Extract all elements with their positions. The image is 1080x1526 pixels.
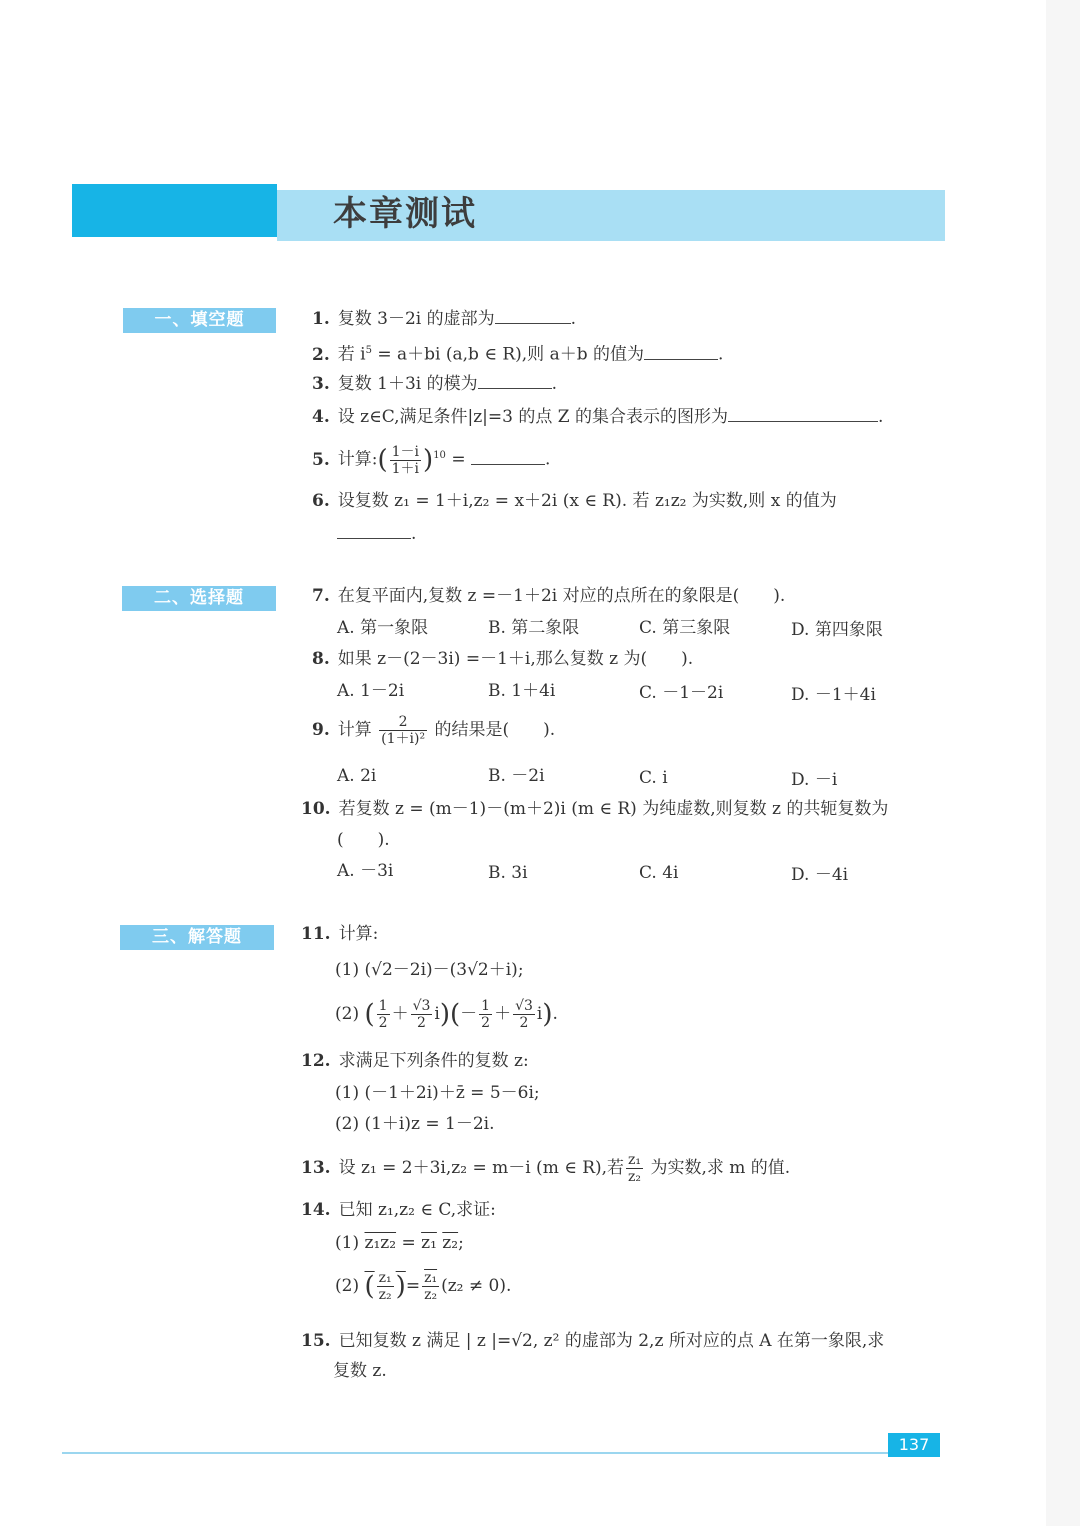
question-9 bbox=[312, 712, 555, 748]
question-number: 14. bbox=[301, 1200, 331, 1220]
question-15-continued: 复数 z. bbox=[333, 1361, 387, 1381]
fraction-numerator: 1 bbox=[378, 998, 388, 1014]
option-d: D. －1＋4i bbox=[791, 685, 876, 705]
option-b: B. 3i bbox=[488, 863, 528, 883]
question-11-part-2: (2) ( $\frac{1}{2}$ ＋ $\frac{√3}{2}$ i)(－ $\frac{1}{2}$ ＋ $\frac{√3}{2}$ i). bbox=[335, 998, 558, 1031]
question-text: = a＋bi (a,b ∈ R),则 a＋b 的值为 bbox=[371, 344, 644, 365]
option-a: A. －3i bbox=[337, 861, 394, 881]
question-text: 复数 3－2i 的虚部为 bbox=[337, 309, 495, 329]
question-number: 1. bbox=[312, 309, 330, 329]
page-edge bbox=[1046, 0, 1080, 1526]
fraction bbox=[626, 1152, 643, 1185]
section-tag-fill-in: 一、填空题 bbox=[123, 308, 276, 333]
answer-blank bbox=[337, 520, 411, 539]
condition: (z₂ ≠ 0). bbox=[441, 1276, 512, 1296]
question-5 bbox=[312, 438, 550, 478]
fraction-denominator: z₂ bbox=[628, 1169, 642, 1185]
fraction-denominator: 2 bbox=[481, 1015, 491, 1031]
question-10-continued: ( ). bbox=[337, 830, 390, 850]
fraction bbox=[377, 1270, 394, 1303]
question-text: 的结果是( ). bbox=[434, 720, 556, 740]
section-tag-multiple-choice: 二、选择题 bbox=[122, 586, 276, 611]
part-label: (2) bbox=[335, 1004, 360, 1024]
question-text: 计算 bbox=[337, 720, 372, 740]
paren-right: ) bbox=[423, 445, 434, 476]
exponent: 10 bbox=[433, 450, 446, 461]
question-text: 在复平面内,复数 z =－1＋2i 对应的点所在的象限是( ). bbox=[337, 586, 786, 606]
title-banner-accent bbox=[72, 184, 277, 237]
option-b: B. 1＋4i bbox=[488, 681, 556, 701]
question-number: 8. bbox=[312, 649, 330, 669]
question-7 bbox=[312, 583, 785, 609]
option-a: A. 第一象限 bbox=[337, 618, 429, 638]
question-number: 2. bbox=[312, 344, 330, 365]
question-11-part-1: (1) (√2－2i)－(3√2＋i); bbox=[335, 960, 524, 980]
option-c: C. 4i bbox=[639, 863, 679, 883]
question-number: 15. bbox=[301, 1331, 331, 1351]
section-tag-solution: 三、解答题 bbox=[120, 925, 274, 950]
question-number: 9. bbox=[312, 720, 330, 740]
paren-left: ( bbox=[364, 1271, 375, 1302]
option-c: C. 第三象限 bbox=[639, 618, 731, 638]
question-number: 7. bbox=[312, 586, 330, 606]
question-15 bbox=[301, 1328, 884, 1354]
page-number: 137 bbox=[888, 1433, 940, 1457]
option-d: D. －i bbox=[791, 770, 838, 790]
question-2 bbox=[312, 338, 723, 368]
answer-blank bbox=[728, 403, 878, 422]
punctuation: . bbox=[551, 374, 558, 394]
question-12 bbox=[301, 1048, 529, 1074]
question-number: 10. bbox=[301, 799, 331, 819]
question-text: 已知 z₁,z₂ ∈ C,求证: bbox=[338, 1200, 496, 1220]
question-11 bbox=[301, 921, 378, 947]
fraction bbox=[390, 444, 421, 477]
question-number: 6. bbox=[312, 491, 330, 511]
question-text: 如果 z－(2－3i) =－1＋i,那么复数 z 为( ). bbox=[337, 649, 694, 669]
question-12-part-2: (2) (1＋i)z = 1－2i. bbox=[335, 1114, 495, 1134]
option-d: D. 第四象限 bbox=[791, 620, 883, 640]
conjugate-product: z₁z₂ bbox=[364, 1233, 397, 1253]
answer-blank bbox=[478, 370, 552, 389]
fraction-numerator: 1－i bbox=[391, 443, 420, 460]
fraction-numerator: 1 bbox=[481, 998, 491, 1014]
question-13 bbox=[301, 1150, 790, 1186]
exponent: 5 bbox=[365, 345, 372, 356]
fraction bbox=[377, 998, 390, 1031]
fraction-numerator: z₁ bbox=[628, 1152, 642, 1168]
question-3 bbox=[312, 370, 557, 397]
fraction-numerator: z₁ bbox=[378, 1270, 392, 1286]
question-number: 5. bbox=[312, 449, 330, 470]
question-text: 已知复数 z 满足 | z |=√2, z² 的虚部为 2,z 所对应的点 A 在第一象限,求 bbox=[338, 1331, 885, 1351]
question-text: 计算: bbox=[338, 924, 379, 944]
punctuation: . bbox=[411, 524, 417, 544]
fraction bbox=[411, 998, 433, 1031]
conjugate-z2: z₂ bbox=[442, 1233, 459, 1253]
fraction-denominator: z₂ bbox=[378, 1287, 392, 1303]
fraction-denominator: 2 bbox=[417, 1015, 426, 1031]
question-number: 11. bbox=[301, 924, 331, 944]
footer-rule bbox=[62, 1452, 888, 1454]
paren-right: ) bbox=[542, 999, 553, 1030]
question-8 bbox=[312, 646, 693, 672]
fraction-numerator: √3 bbox=[515, 998, 533, 1014]
question-text: 若 i bbox=[337, 344, 366, 365]
question-number: 13. bbox=[301, 1158, 331, 1178]
punctuation: ; bbox=[458, 1233, 464, 1253]
question-text: 设复数 z₁ = 1＋i,z₂ = x＋2i (x ∈ R). 若 z₁z₂ 为实数,则 x 的值为 bbox=[337, 491, 837, 511]
question-14-part-2 bbox=[335, 1266, 511, 1307]
paren-right: ) bbox=[395, 1271, 406, 1302]
punctuation: . bbox=[718, 344, 724, 365]
question-number: 12. bbox=[301, 1051, 331, 1071]
question-1 bbox=[312, 305, 576, 332]
option-a: A. 1－2i bbox=[337, 681, 405, 701]
equals-sign: = bbox=[401, 1233, 416, 1253]
conjugate-quotient bbox=[364, 1270, 406, 1303]
option-b: B. －2i bbox=[488, 766, 545, 786]
fraction-denominator: 2 bbox=[519, 1015, 529, 1031]
chapter-title: 本章测试 bbox=[333, 194, 477, 234]
answer-blank bbox=[495, 305, 571, 324]
option-c: C. i bbox=[639, 768, 668, 788]
conjugate-z1: z₁ bbox=[421, 1233, 437, 1253]
fraction-denominator: 2 bbox=[378, 1015, 388, 1031]
option-a: A. 2i bbox=[337, 766, 377, 786]
answer-blank bbox=[644, 341, 718, 360]
fraction-denominator: 1＋i bbox=[391, 460, 420, 477]
fraction-numerator: 2 bbox=[379, 714, 427, 731]
punctuation: . bbox=[544, 449, 551, 470]
equals-sign: = bbox=[445, 449, 471, 470]
question-text: 若复数 z = (m－1)－(m＋2)i (m ∈ R) 为纯虚数,则复数 z 的共轭复数为 bbox=[338, 799, 889, 819]
part-label: (2) bbox=[335, 1276, 360, 1296]
option-b: B. 第二象限 bbox=[488, 618, 580, 638]
punctuation: . bbox=[570, 309, 577, 329]
answer-blank bbox=[471, 446, 545, 465]
question-text: 求满足下列条件的复数 z: bbox=[338, 1051, 529, 1071]
question-10 bbox=[301, 796, 888, 822]
paren-left: ( bbox=[364, 999, 375, 1030]
paren-left: ( bbox=[377, 445, 388, 476]
paren-right: ) bbox=[439, 999, 450, 1030]
option-d: D. －4i bbox=[791, 865, 849, 885]
question-4 bbox=[312, 403, 883, 430]
question-text: 设 z₁ = 2＋3i,z₂ = m－i (m ∈ R),若 bbox=[338, 1158, 625, 1178]
question-6-blank-line bbox=[337, 520, 416, 547]
paren-left: ( bbox=[450, 999, 461, 1030]
fraction-denominator: z₂ bbox=[424, 1287, 438, 1303]
question-text: 设 z∈C,满足条件|z|=3 的点 Z 的集合表示的图形为 bbox=[337, 407, 728, 427]
question-text: 为实数,求 m 的值. bbox=[650, 1158, 791, 1178]
equals-sign: = bbox=[405, 1276, 421, 1296]
fraction bbox=[513, 998, 535, 1031]
fraction-denominator: (1＋i)² bbox=[381, 731, 426, 747]
punctuation: . bbox=[878, 407, 884, 427]
question-6 bbox=[312, 488, 837, 514]
question-14 bbox=[301, 1197, 496, 1223]
fraction bbox=[479, 998, 492, 1031]
question-number: 4. bbox=[312, 407, 330, 427]
question-text: 复数 1＋3i 的模为 bbox=[337, 374, 478, 394]
question-number: 3. bbox=[312, 374, 330, 394]
question-14-part-1 bbox=[335, 1230, 464, 1256]
fraction-numerator: z₁ bbox=[424, 1270, 438, 1286]
fraction bbox=[422, 1270, 439, 1303]
option-c: C. －1－2i bbox=[639, 683, 724, 703]
question-text: 计算: bbox=[337, 449, 378, 470]
part-label: (1) bbox=[335, 1233, 360, 1253]
fraction bbox=[379, 714, 427, 747]
fraction-numerator: √3 bbox=[412, 998, 431, 1014]
question-12-part-1: (1) (－1＋2i)＋z̄ = 5－6i; bbox=[335, 1083, 540, 1103]
